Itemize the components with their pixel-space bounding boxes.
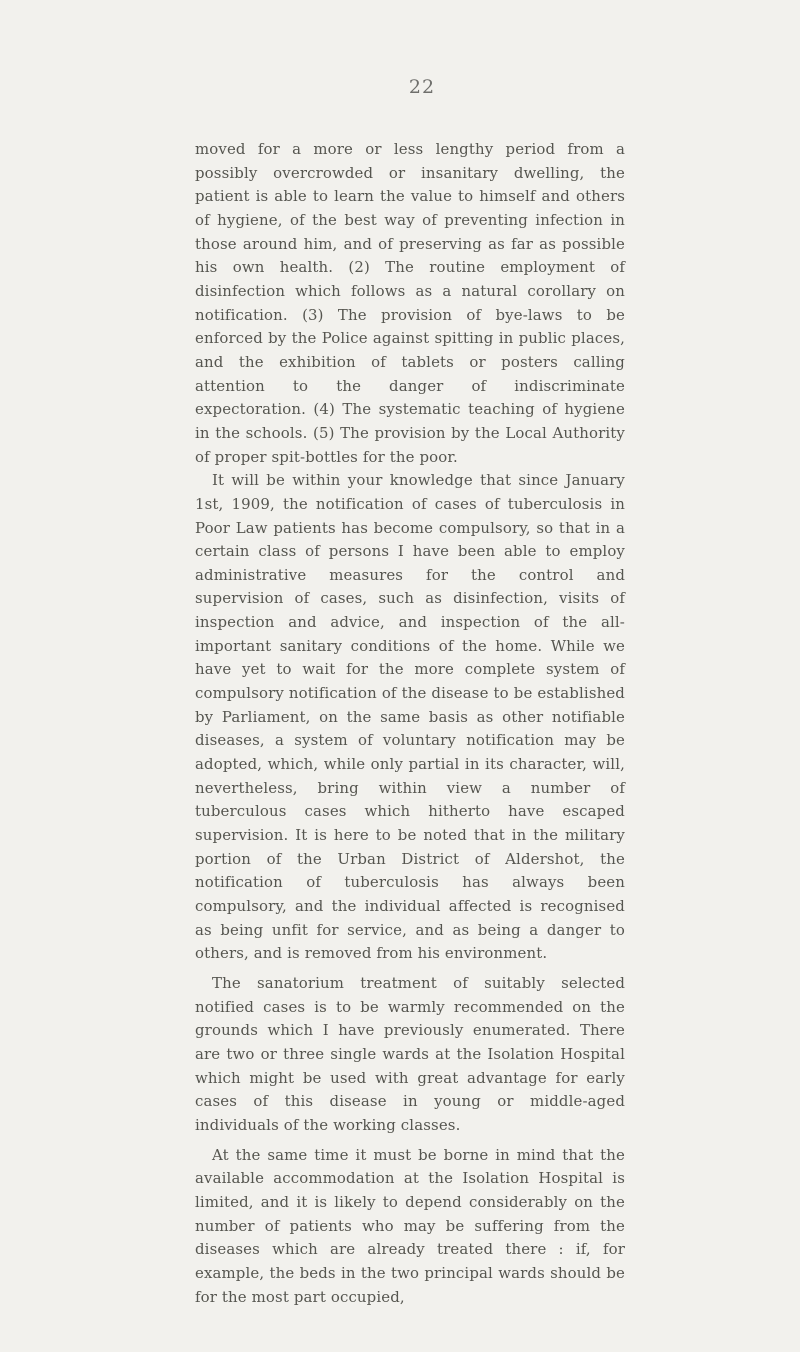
paragraph-accommodation: At the same time it must be borne in mind that the available accommodation at the Isolation Hospital is limited, and it is likely to depend considerably on the number of patients who may be suffering from the diseases which are already treated there : if, for example, the beds in the two principal wards should be for the most part occupied, xyxy=(195,1145,625,1306)
paragraph-notification: It will be within your knowledge that since January 1st, 1909, the notification of cases of tuberculosis in Poor Law patients has become compulsory, so that in a certain class of persons I have been able to employ administrative measures for the control and supervision of cases, such as disinfection, visits of inspection and advice, and inspection of the all-important sanitary conditions of the home. While we have yet to wait for the more complete system of compulsory notification of the disease to be established by Parliament, on the same basis as other notifiable diseases, a system of voluntary notification may be adopted, which, while only partial in its character, will, nevertheless, bring within view a number of tuberculous cases which hitherto have escaped supervision. It is here to be noted that in the military portion of the Urban District of Aldershot, the notification of tuberculosis has always been compulsory, and the individual affected is recognised as being unfit for service, and as being a danger to others, and is removed from his environment. xyxy=(195,471,625,963)
paragraph-continuation: moved for a more or less lengthy period from a possibly overcrowded or insanitary dwelling, the patient is able to learn the value to himself and others of hygiene, of the best way of preventing infection in those around him, and of preserving as far as possible his own health. (2) The routine employment of disinfection which follows as a natural corollary on notification. (3) The provision of bye-laws to be enforced by the Police against spitting in public places, and the exhibition of tablets or posters calling attention to the danger of indiscriminate expectoration. (4) The systematic teaching of hygiene in the schools. (5) The provision by the Local Authority of proper spit-bottles for the poor. xyxy=(195,140,625,466)
page-number: 22 xyxy=(408,76,436,98)
paragraph-sanatorium: The sanatorium treatment of suitably selected notified cases is to be warmly recommended on the grounds which I have previously enumerated. There are two or three single wards at the Isolation Hospital which might be used with great advantage for early cases of this disease in young or middle-aged individuals of the working classes. xyxy=(195,973,625,1134)
body-text xyxy=(195,138,625,1309)
